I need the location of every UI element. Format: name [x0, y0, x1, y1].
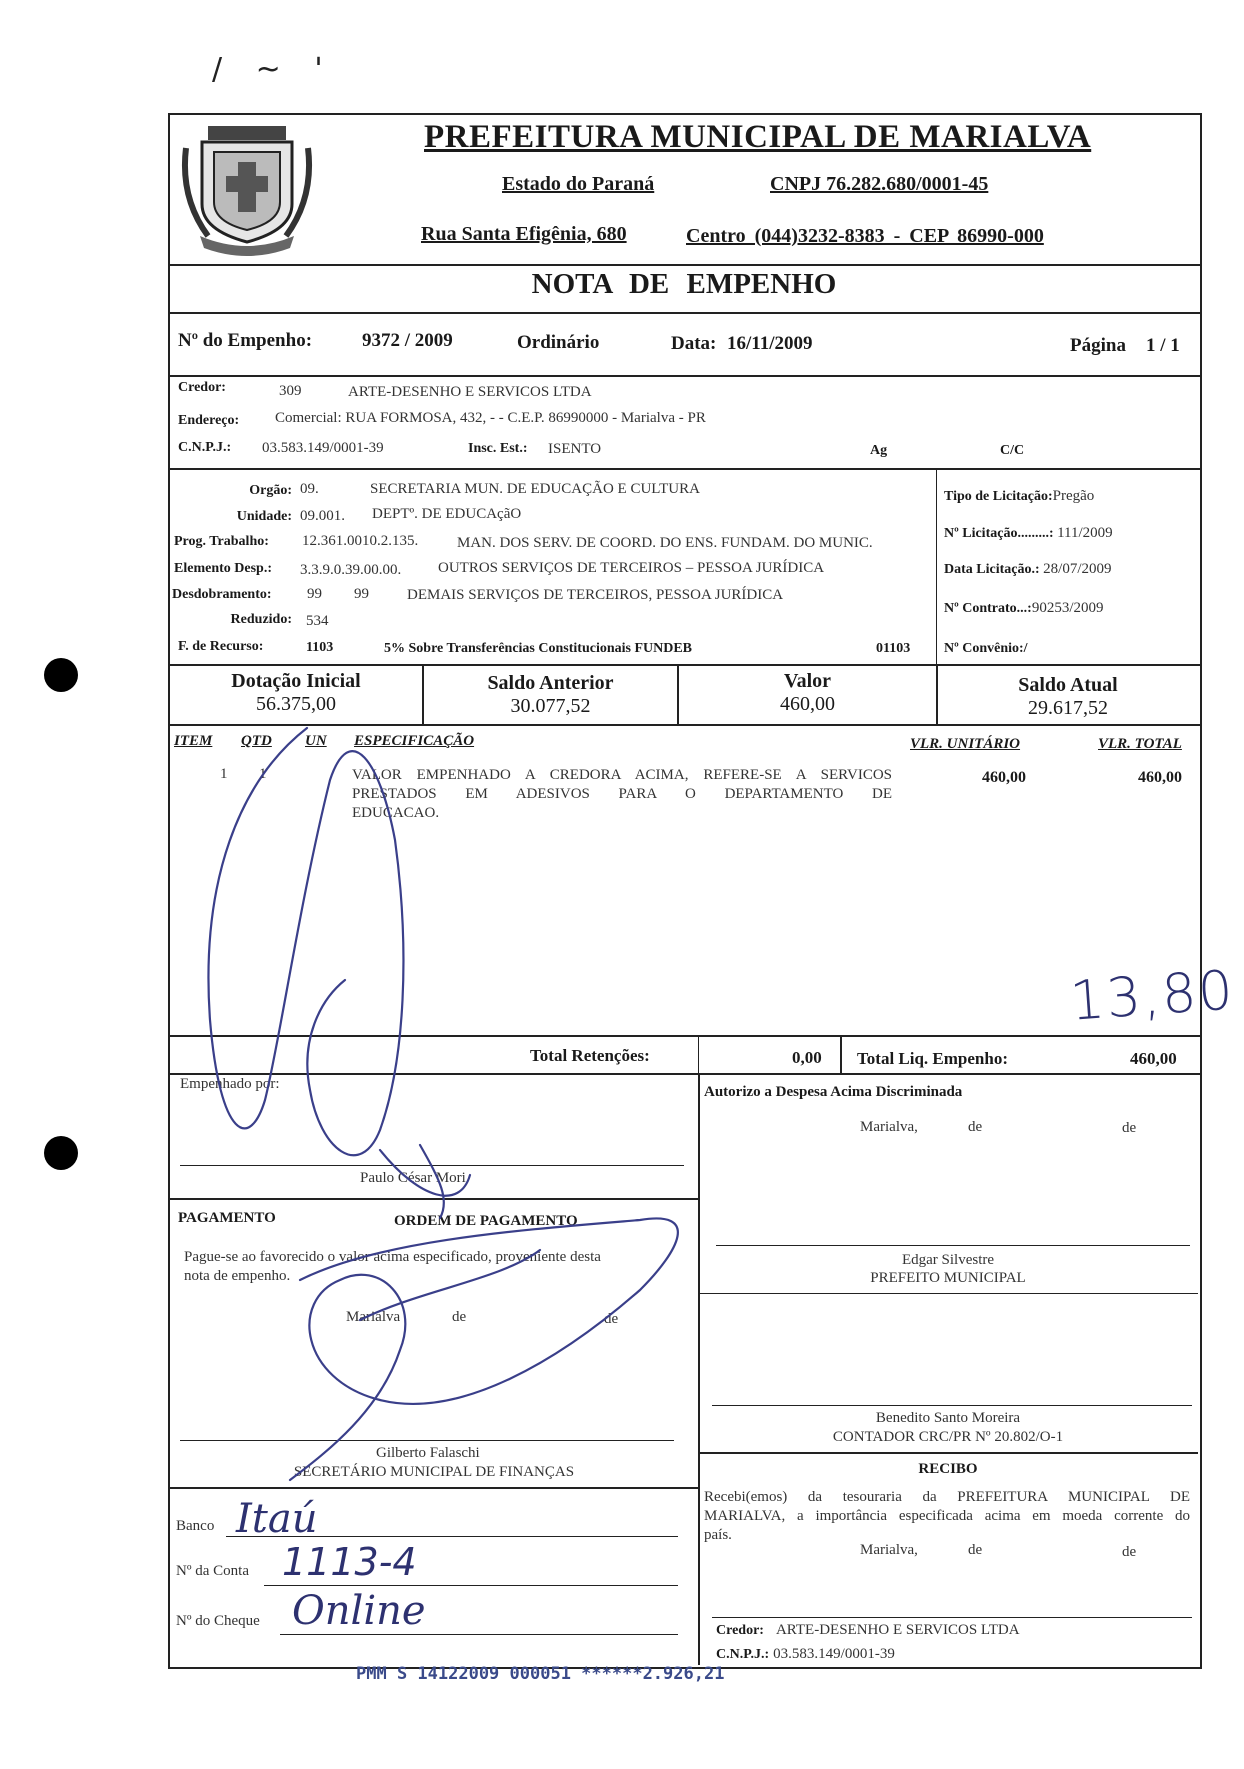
total-retencoes-label: Total Retenções: [530, 1046, 650, 1065]
page-label: Página [1070, 335, 1126, 356]
credor-insc: ISENTO [548, 441, 602, 457]
col-item-header: ITEM [174, 733, 213, 749]
empenho-number-label: Nº do Empenho: [178, 330, 313, 351]
autorizo-de-1: de [968, 1119, 983, 1135]
recibo-de-1: de [968, 1542, 983, 1558]
unidade-name: DEPTº. DE EDUCAçãO [372, 506, 522, 522]
total-liquido-label: Total Liq. Empenho: [857, 1049, 1008, 1068]
contrato-number: 90253/2009 [1031, 600, 1104, 616]
cnpj-label: C.N.P.J.: [178, 440, 232, 455]
balance-valor [679, 670, 936, 716]
item-qtd: 1 [259, 766, 267, 782]
empenho-date-label: Data: [671, 333, 717, 354]
item-spec-line-1: VALOR EMPENHADO A CREDORA ACIMA, REFERE-SE A SERVICOS [352, 767, 892, 783]
item-unit-price: 460,00 [982, 769, 1026, 786]
pagamento-text-line-1: Pague-se ao favorecido o valor acima especificado, proveniente desta [184, 1249, 601, 1265]
prog-name: MAN. DOS SERV. DE COORD. DO ENS. FUNDAM. DO MUNIC. [457, 535, 873, 551]
empenho-number: 9372 / 2009 [362, 330, 453, 351]
balance-saldo-atual [938, 674, 1198, 720]
orgao-label: Orgão: [249, 483, 292, 498]
conta-label: Nº da Conta [176, 1563, 249, 1579]
elemento-name: OUTROS SERVIÇOS DE TERCEIROS – PESSOA JURÍDICA [438, 560, 825, 576]
convenio-label: Nº Convênio:/ [944, 641, 1028, 656]
recibo-credor-row [716, 1621, 1020, 1639]
pagamento-role: SECRETÁRIO MUNICIPAL DE FINANÇAS [293, 1464, 575, 1480]
header-address-contact: Centro (044)3232-8383 - CEP 86990-000 [686, 225, 1044, 247]
col-qtd-header: QTD [241, 733, 272, 749]
balance-saldo-anterior-label: Saldo Anterior [487, 672, 614, 694]
item-spec-line-3: EDUCACAO. [352, 805, 440, 821]
page-number: 1 / 1 [1146, 335, 1180, 356]
balance-saldo-atual-value: 29.617,52 [1028, 697, 1108, 719]
cc-label: C/C [1000, 443, 1025, 458]
header-cnpj: CNPJ 76.282.680/0001-45 [770, 173, 989, 195]
insc-label: Insc. Est.: [468, 441, 528, 456]
reduzido-value: 534 [306, 613, 329, 629]
credor-cnpj: 03.583.149/0001-39 [262, 440, 384, 456]
pagamento-text-line-2: nota de empenho. [184, 1268, 291, 1284]
col-unit-price-header: VLR. UNITÁRIO [910, 736, 1021, 752]
pagamento-place: Marialva [346, 1309, 401, 1325]
recurso-label: F. de Recurso: [178, 639, 264, 654]
autorizo-title: Autorizo a Despesa Acima Discriminada [704, 1084, 963, 1100]
contador-role: CONTADOR CRC/PR Nº 20.802/O-1 [832, 1429, 1064, 1445]
item-number: 1 [220, 766, 228, 782]
col-total-header: VLR. TOTAL [1098, 736, 1182, 752]
recibo-cnpj-label: C.N.P.J.: [716, 1647, 770, 1662]
recibo-cnpj: 03.583.149/0001-39 [773, 1646, 895, 1662]
recibo-credor-name: ARTE-DESENHO E SERVICOS LTDA [775, 1622, 1020, 1638]
municipal-crest [178, 118, 316, 258]
unidade-label: Unidade: [236, 509, 292, 524]
recibo-text-line-1: Recebi(emos) da tesouraria da PREFEITURA MUNICIPAL DE [704, 1489, 1190, 1505]
punch-hole-bottom [44, 1136, 78, 1170]
address-label: Endereço: [178, 413, 240, 428]
tipo-licitacao-text: Tipo de Licitação: [944, 489, 1053, 504]
desdobramento-name: DEMAIS SERVIÇOS DE TERCEIROS, PESSOA JURÍDICA [407, 587, 784, 603]
cheque-handwritten: Online [292, 1588, 426, 1634]
autorizo-de-2: de [1122, 1120, 1137, 1136]
contador-signer: Benedito Santo Moreira [875, 1410, 1021, 1426]
balance-valor-label: Valor [783, 670, 832, 692]
balance-saldo-atual-label: Saldo Atual [1018, 674, 1118, 696]
autorizo-role: PREFEITO MUNICIPAL [870, 1270, 1026, 1286]
municipality-title: PREFEITURA MUNICIPAL DE MARIALVA [424, 119, 1092, 155]
tipo-licitacao-value: Pregão [1052, 488, 1095, 504]
item-total: 460,00 [1138, 769, 1182, 786]
document-title: NOTA DE EMPENHO [531, 268, 837, 300]
licitacao-date: 28/07/2009 [1043, 561, 1112, 577]
prog-label: Prog. Trabalho: [174, 534, 269, 549]
banco-handwritten: Itaú [236, 1496, 318, 1542]
licitacao-date-label: Data Licitação.: [944, 562, 1040, 577]
total-liquido-value: 460,00 [1130, 1049, 1177, 1068]
licitacao-number-label: Nº Licitação.........: [944, 526, 1054, 541]
ag-label: Ag [870, 443, 888, 458]
state-name: Estado do Paraná [502, 173, 655, 195]
credor-label: Credor: [178, 380, 226, 395]
recibo-de-2: de [1122, 1544, 1137, 1560]
tipo-licitacao-label [944, 488, 1094, 505]
credor-name: ARTE-DESENHO E SERVICOS LTDA [348, 384, 592, 400]
elemento-code: 3.3.9.0.39.00.00. [300, 562, 402, 578]
elemento-label: Elemento Desp.: [174, 561, 272, 576]
credor-code: 309 [279, 383, 302, 399]
credor-address: Comercial: RUA FORMOSA, 432, - - C.E.P. 86990000 - Marialva - PR [275, 410, 706, 426]
reduzido-label: Reduzido: [230, 612, 292, 627]
empenho-date: 16/11/2009 [727, 333, 813, 354]
empenhado-signer: Paulo César Mori [360, 1170, 466, 1186]
pagamento-de-1: de [452, 1309, 467, 1325]
contrato-label: Nº Contrato...: [944, 601, 1032, 616]
recibo-text-line-3: país. [704, 1527, 732, 1543]
recurso-code-2: 01103 [876, 641, 911, 656]
recibo-title: RECIBO [918, 1461, 978, 1477]
recibo-credor-label: Credor: [716, 1623, 764, 1638]
item-spec-line-2: PRESTADOS EM ADESIVOS PARA O DEPARTAMENTO DE [352, 786, 892, 802]
recurso-code: 1103 [306, 640, 334, 655]
pagamento-label: PAGAMENTO [178, 1210, 276, 1226]
corner-marks: / ~ ' [212, 52, 335, 87]
balance-dotacao-label: Dotação Inicial [231, 670, 361, 692]
balance-saldo-anterior [424, 672, 677, 718]
balance-saldo-anterior-value: 30.077,52 [510, 695, 591, 717]
cheque-label: Nº do Cheque [176, 1613, 260, 1629]
autorizo-signer: Edgar Silvestre [901, 1252, 995, 1268]
licitacao-date-row [944, 561, 1112, 578]
banco-label: Banco [176, 1518, 215, 1534]
header-address: Rua Santa Efigênia, 680 [421, 223, 627, 245]
unidade-code: 09.001. [300, 508, 345, 524]
pagamento-signer: Gilberto Falaschi [376, 1445, 480, 1461]
licitacao-number: 111/2009 [1057, 525, 1113, 541]
contrato-row [944, 600, 1104, 617]
licitacao-number-row [944, 525, 1113, 542]
desdobramento-code-1: 99 [307, 586, 322, 602]
balance-dotacao-value: 56.375,00 [256, 693, 336, 715]
balance-valor-value: 460,00 [780, 693, 835, 715]
orgao-name: SECRETARIA MUN. DE EDUCAÇÃO E CULTURA [370, 481, 700, 497]
total-retencoes-value: 0,00 [792, 1048, 822, 1067]
prog-code: 12.361.0010.2.135. [302, 533, 419, 549]
col-spec-header: ESPECIFICAÇÃO [354, 733, 475, 749]
pagamento-de-2: de [604, 1311, 619, 1327]
autorizo-place: Marialva, [860, 1119, 918, 1135]
handwritten-note: 13,80 [1068, 958, 1237, 1033]
cashier-stamp: PMM S 14122009 000051 ******2.926,21 [356, 1664, 725, 1684]
orgao-code: 09. [300, 481, 319, 497]
conta-handwritten: 1113-4 [282, 1540, 417, 1584]
punch-hole-top [44, 658, 78, 692]
desdobramento-code-2: 99 [354, 586, 369, 602]
col-un-header: UN [305, 733, 327, 749]
recurso-name: 5% Sobre Transferências Constitucionais FUNDEB [384, 641, 693, 656]
recibo-text-line-2: MARIALVA, a importância especificada acima em moeda corrente do [704, 1508, 1190, 1524]
recibo-place: Marialva, [860, 1542, 918, 1558]
desdobramento-label: Desdobramento: [172, 587, 272, 602]
recibo-cnpj-row [716, 1645, 895, 1663]
balance-dotacao [170, 670, 422, 716]
empenhado-por-label: Empenhado por: [180, 1076, 280, 1092]
empenho-type: Ordinário [517, 332, 600, 353]
ordem-pagamento-label: ORDEM DE PAGAMENTO [394, 1213, 578, 1229]
